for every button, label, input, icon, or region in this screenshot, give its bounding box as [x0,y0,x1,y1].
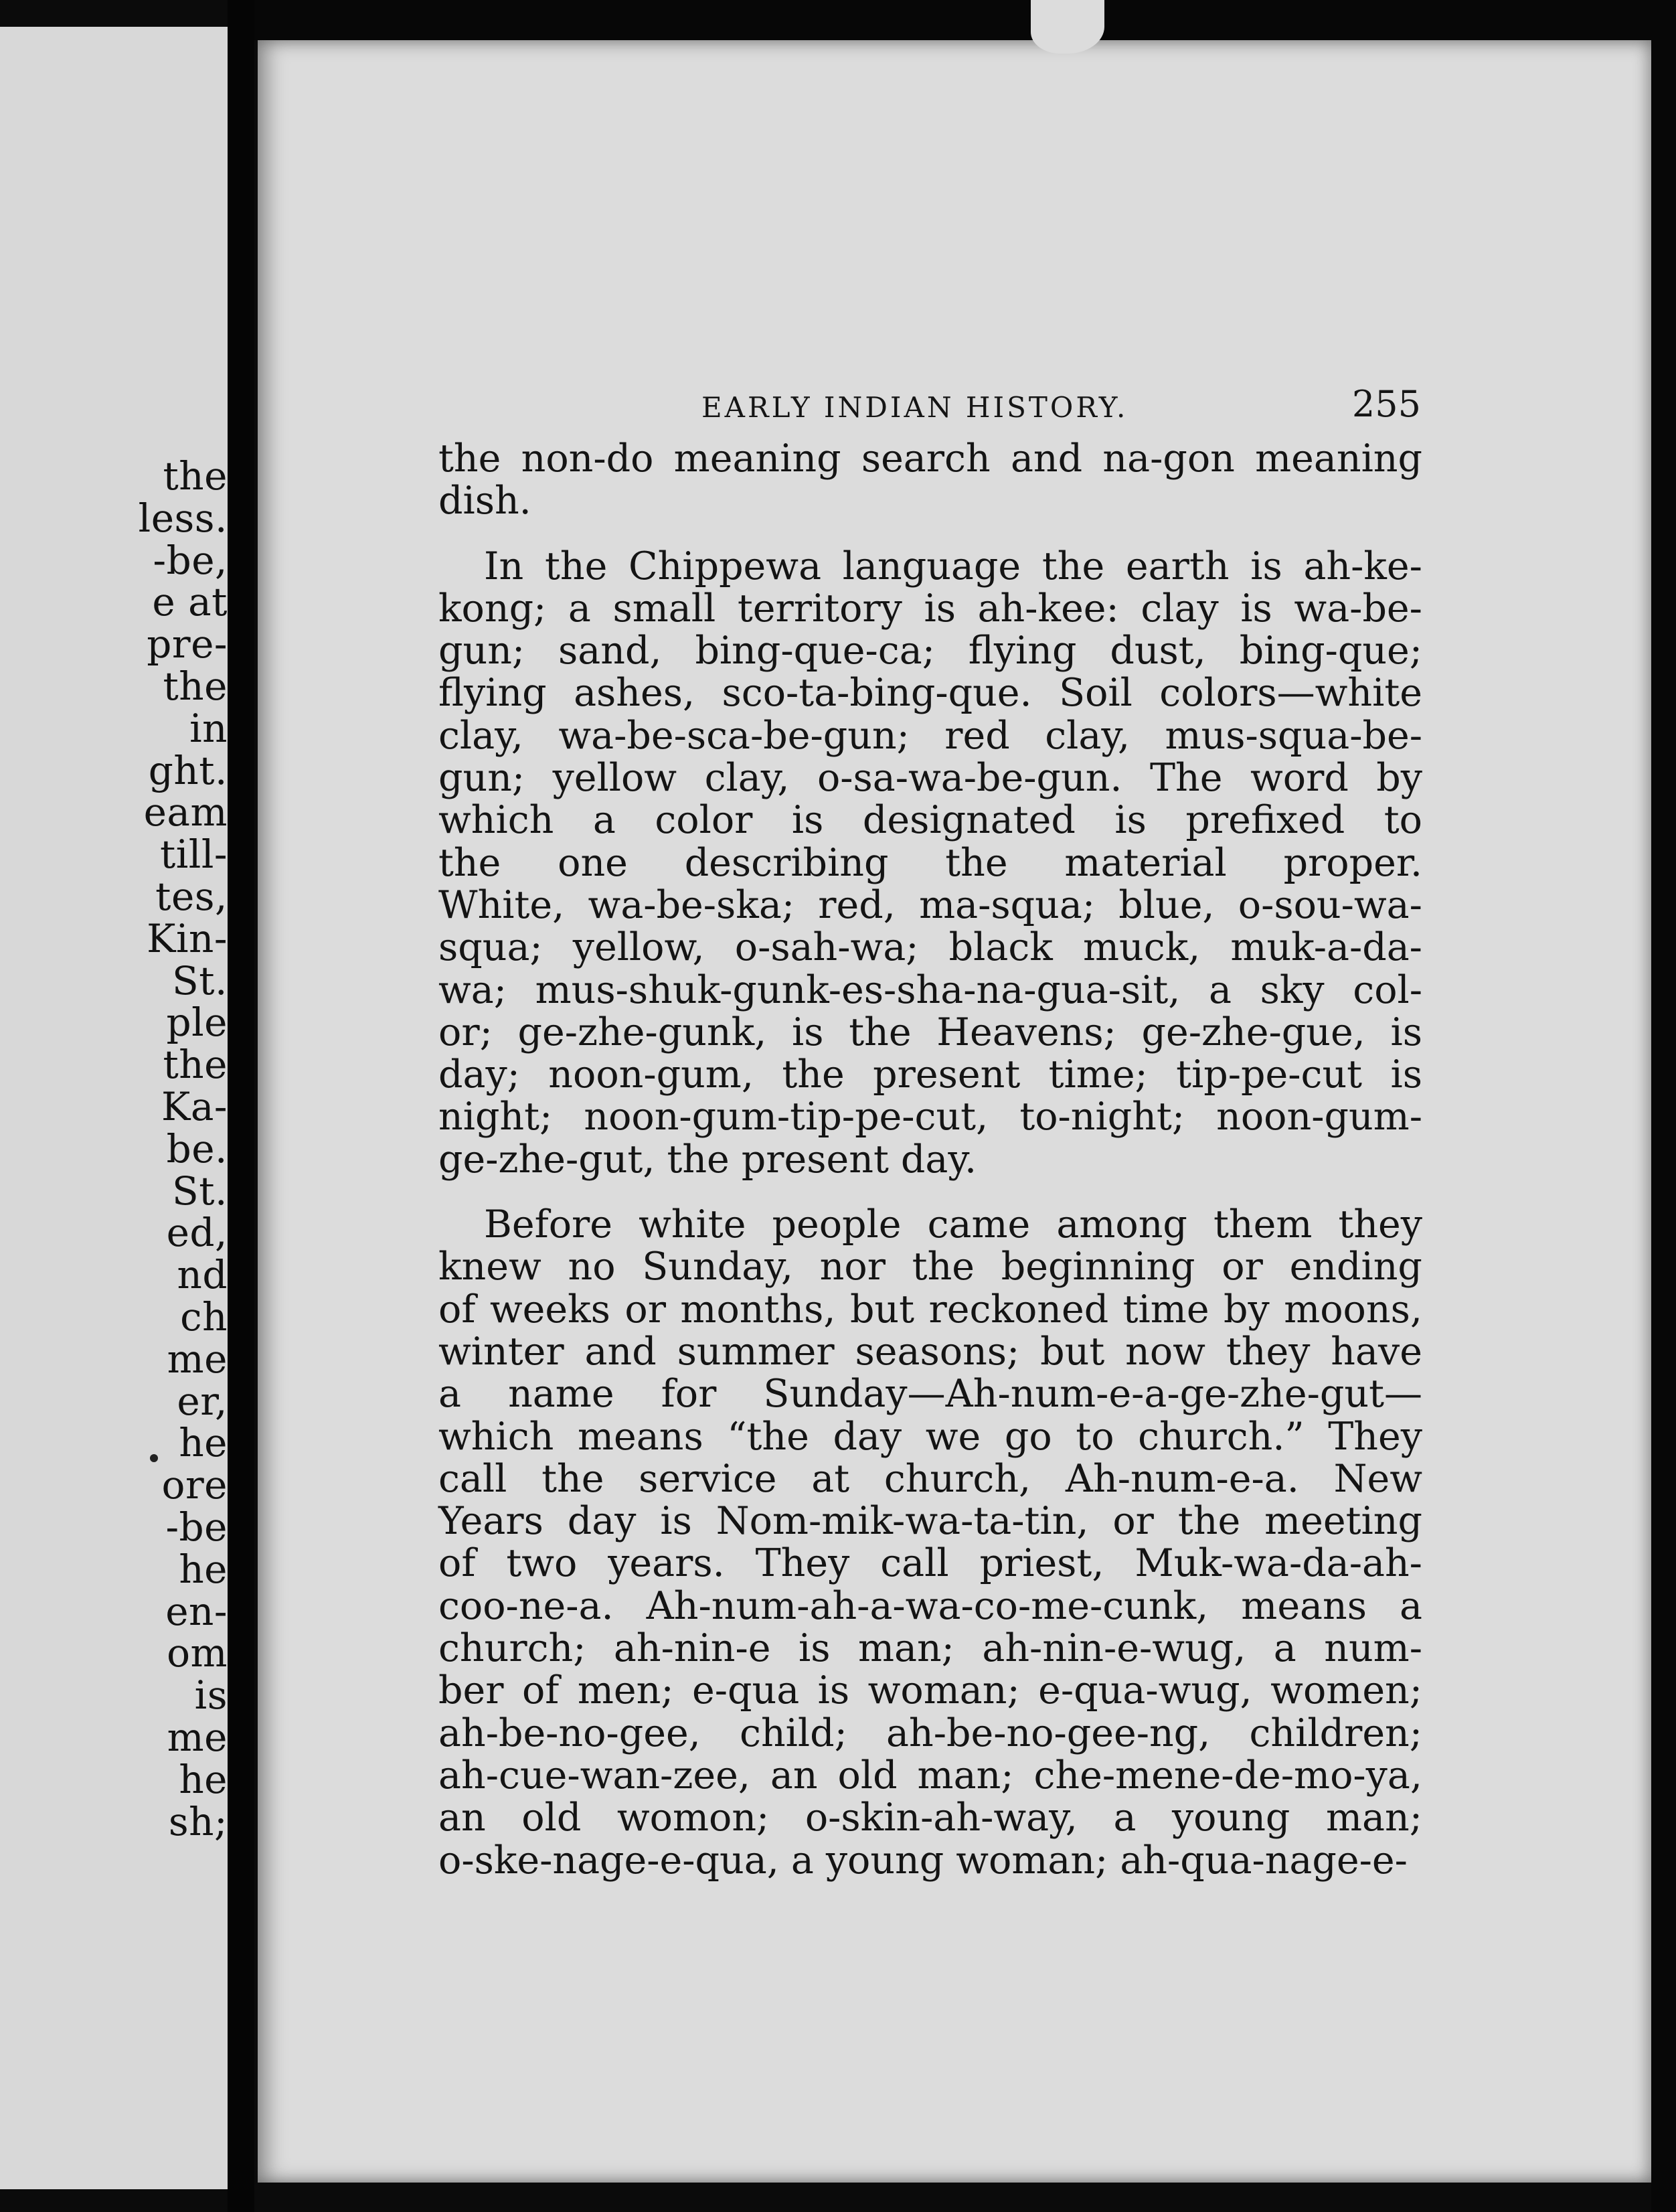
text-line [438,1012,1422,1054]
word: noon-gum-tip-pe-cut, [584,1095,989,1139]
left-page-line: ed, [166,1210,228,1256]
word: Sunday—Ah-num-e-a-ge-zhe-gut— [763,1372,1422,1417]
word: word [1250,756,1349,801]
word: search [861,437,991,481]
word: ah-be-no-gee-ng, [886,1711,1211,1755]
left-page-line: nd [177,1252,228,1298]
word: or [1222,1245,1263,1289]
word: an [438,1796,486,1840]
word: flying [968,629,1077,674]
word: at [811,1456,850,1501]
word: mus-squa-be- [1165,713,1422,758]
word: ah-be-no-gee, [438,1711,701,1755]
word: territory [737,586,902,631]
word: old [521,1796,582,1840]
text-line [438,1500,1422,1543]
word: Chippewa [628,544,822,588]
word: They [755,1541,850,1586]
word: The [1150,756,1223,801]
left-page-line: in [189,705,228,751]
word: gun; [438,629,525,674]
word: a [438,1372,461,1417]
word: ah-kee: [977,586,1119,631]
word: church; [438,1626,586,1671]
word: blue, [1118,882,1215,927]
word: man; [917,1753,1014,1798]
text-line [438,1373,1422,1415]
book-gutter [228,0,254,2212]
left-page-line: he [179,1756,228,1802]
word: sky [1260,967,1325,1012]
word: is [1240,586,1272,631]
word: bing-que; [1239,629,1422,674]
word: seasons; [855,1329,1020,1374]
left-page-line: ore [161,1462,228,1508]
left-page-line: eam [143,789,228,836]
word: Ah-num-ah-a-wa-co-me-cunk, [646,1583,1209,1628]
left-page-line: St. [172,1168,228,1214]
word: clay, [1045,713,1130,758]
text-line [438,480,1422,522]
word: weeks [489,1287,610,1332]
left-page [0,27,228,2189]
word: Soil [1059,671,1133,716]
word: e-qua-wug, [1038,1668,1252,1713]
word: name [508,1372,614,1417]
word: che-mene-de-mo-ya, [1033,1753,1422,1798]
word: nor [819,1245,886,1289]
word: day; [438,1052,520,1097]
word: o-sa-wa-be-gun. [817,756,1122,801]
word: They [1328,1414,1422,1459]
word: the [544,544,608,588]
word: by [1376,756,1422,801]
word: clay [1141,586,1219,631]
word: the [782,1052,845,1097]
text-line [438,588,1422,630]
word: a [592,798,616,843]
word: beginning [1001,1245,1195,1289]
word: two [506,1541,578,1586]
word: but [849,1287,915,1332]
word: winter [438,1329,564,1374]
word: muck, [1082,925,1201,970]
text-line [438,842,1422,884]
word: means [1241,1583,1367,1628]
left-page-line: me [167,1714,228,1760]
word: the [912,1245,975,1289]
text-line [438,1543,1422,1585]
word: present [873,1052,1021,1097]
word: is [660,1499,692,1544]
scan-border-right [1651,0,1676,2212]
word: or [624,1287,666,1332]
left-page-line: be. [166,1125,228,1172]
word: young [1171,1796,1290,1840]
word: years. [608,1541,725,1586]
text-line [438,546,1422,588]
word: sand, [558,629,662,674]
word: na-gon [1102,437,1235,481]
left-page-line: -be [165,1504,228,1550]
text-line [438,927,1422,969]
word: a [568,586,591,631]
word: an [770,1753,818,1798]
word: of [438,1541,476,1586]
word: ashes, [574,671,695,716]
word: gun; [438,756,525,801]
word: proper. [1283,840,1422,885]
word: ge-zhe-gunk, [517,1010,767,1054]
text-line [438,1139,1422,1181]
word: White, [438,882,565,927]
word: colors—white [1159,671,1422,716]
word: noon-gum- [1216,1095,1422,1139]
left-page-line: he [179,1420,228,1466]
word: o-sah-wa; [734,925,919,970]
word: clay, [438,713,523,758]
word: ah-cue-wan-zee, [438,1753,750,1798]
word: moons, [1284,1287,1422,1332]
running-head [701,383,1428,430]
word: white [639,1202,746,1247]
word: for [661,1372,717,1417]
word: wa; [438,967,507,1012]
word: is [924,586,956,631]
left-page-line: e at [152,579,228,625]
left-page-line: till- [159,832,228,878]
word: day [833,1414,902,1459]
text-line [438,1797,1422,1839]
word: now [1125,1329,1205,1374]
text-line [438,884,1422,927]
left-page-line: the [163,663,228,709]
word: Muk-wa-da-ah- [1135,1541,1422,1586]
left-page-line: -be, [153,537,228,583]
word: by [1224,1287,1270,1332]
word: a [1113,1796,1137,1840]
word: meaning [673,437,841,481]
word: church, [884,1456,1031,1501]
word: o-sou-wa- [1238,882,1422,927]
word: women; [1270,1668,1422,1713]
word: meeting [1264,1499,1422,1544]
word: we [925,1414,981,1459]
paragraph [438,438,1422,523]
word: small [612,586,716,631]
word: children; [1249,1711,1422,1755]
word: Years [438,1499,543,1544]
left-page-line: the [163,1042,228,1088]
page-body [438,438,1422,1882]
text-line [438,1670,1422,1712]
text-line [438,1628,1422,1670]
left-page-line: St. [172,957,228,1004]
left-page-line: pre- [147,621,228,667]
word: day. [900,1137,977,1182]
left-page-line: ch [180,1293,228,1340]
word: “the [727,1414,809,1459]
word: day [567,1499,637,1544]
word: muk-a-da- [1230,925,1422,970]
word: prefixed [1185,798,1345,843]
paragraph [438,546,1422,1181]
word: Ah-num-e-a. [1065,1456,1299,1501]
left-page-line: Kin- [147,915,228,961]
word: the [667,1137,730,1182]
word: ma-squa; [919,882,1096,927]
word: dust, [1110,629,1206,674]
word: one [558,840,628,885]
word: is [1390,1010,1422,1054]
text-line [438,715,1422,757]
word: and [584,1329,657,1374]
word: young [825,1838,944,1883]
left-page-line: Ka- [161,1083,228,1129]
word: ah-nin-e [613,1626,771,1671]
word: came [927,1202,1031,1247]
word: or [1112,1499,1154,1544]
word: color [655,798,753,843]
text-line [438,799,1422,842]
word: is [798,1626,831,1671]
word: months, [680,1287,836,1332]
word: they [1338,1202,1422,1247]
word: noon-gum, [548,1052,754,1097]
word: New [1333,1456,1422,1501]
left-page-line: sh; [168,1798,228,1844]
word: womon; [616,1796,770,1840]
text-line [438,1204,1422,1246]
word: go [1004,1414,1052,1459]
word: squa; [438,925,543,970]
word: have [1331,1329,1422,1374]
word: knew [438,1245,541,1289]
word: the [849,1010,912,1054]
word: means [577,1414,703,1459]
text-line [438,1585,1422,1628]
left-page-line: less. [138,495,228,541]
word: wa-be- [1294,586,1422,631]
word: but [1040,1329,1105,1374]
word: of [438,1287,476,1332]
word: to [1076,1414,1114,1459]
word: Heavens; [936,1010,1116,1054]
left-page-line: tes, [155,873,228,919]
text-line [438,1246,1422,1288]
left-page-line: the [163,453,228,499]
word: wa-be-ska; [588,882,795,927]
word: o-ske-nage-e-qua, [438,1838,779,1883]
word: ending [1289,1245,1422,1289]
word: Before [484,1202,613,1247]
word: the [945,840,1008,885]
word: material [1064,840,1227,885]
word: ah-ke- [1303,544,1422,588]
word: bing-que-ca; [695,629,935,674]
word: man; [857,1626,954,1671]
word: is [817,1668,850,1713]
word: describing [684,840,889,885]
word: a [790,1838,814,1883]
word: kong; [438,586,547,631]
word: the [1041,544,1105,588]
text-line [438,969,1422,1012]
text-line [438,1054,1422,1096]
left-page-line: en- [165,1588,228,1634]
word: reckoned [928,1287,1109,1332]
word: wa-be-sca-be-gun; [558,713,910,758]
word: non-do [521,437,654,481]
word: of [521,1668,560,1713]
left-page-line: me [167,1336,228,1382]
word: Nom-mik-wa-ta-tin, [716,1499,1089,1544]
word: or; [438,1010,493,1054]
word: a [1209,967,1232,1012]
word: e-qua [692,1668,800,1713]
word: flying [438,671,547,716]
word: is [1114,798,1147,843]
word: Sunday, [642,1245,793,1289]
left-page-line: he [179,1546,228,1592]
left-page-line: ple [166,1000,228,1046]
word: ge-zhe-gut, [438,1137,655,1182]
word: language [842,544,1021,588]
word: the [1177,1499,1241,1544]
word: old [837,1753,898,1798]
word: meaning [1255,437,1422,481]
paragraph-gap [438,523,1422,546]
word: yellow [552,756,677,801]
word: col- [1353,967,1422,1012]
word: num- [1324,1626,1422,1671]
text-line [438,438,1422,480]
word: is [791,798,824,843]
word: the [438,437,501,481]
word: ber [438,1668,504,1713]
word: and [1010,437,1083,481]
word: church.” [1138,1414,1305,1459]
word: is [792,1010,824,1054]
word: time; [1048,1052,1148,1097]
word: to [1384,798,1422,843]
word: In [484,544,524,588]
word: call [880,1541,949,1586]
word: child; [740,1711,847,1755]
word: a [1400,1583,1422,1628]
word: ah-qua-nage-e- [1120,1838,1408,1883]
word: night; [438,1095,553,1139]
left-page-line: ght. [148,747,228,793]
paragraph [438,1204,1422,1882]
word: red [944,713,1010,758]
word: to-night; [1019,1095,1185,1139]
word: the [541,1456,604,1501]
word: o-skin-ah-way, [805,1796,1078,1840]
word: present [741,1137,889,1182]
word: woman; [956,1838,1108,1883]
word: sco-ta-bing-que. [722,671,1032,716]
word: ge-zhe-gue, [1141,1010,1365,1054]
word: mus-shuk-gunk-es-sha-na-gua-sit, [535,967,1181,1012]
word: the [438,840,501,885]
word: service [639,1456,777,1501]
word: designated [862,798,1076,843]
text-line [438,1416,1422,1458]
ink-spot [150,1454,158,1462]
word: among [1056,1202,1187,1247]
left-page-line: er, [177,1378,228,1424]
page-tear [1031,0,1104,54]
word: summer [677,1329,835,1374]
word: man; [1325,1796,1422,1840]
word: black [948,925,1053,970]
word: which [438,798,554,843]
page-number: 255 [1351,383,1421,425]
word: men; [577,1668,674,1713]
word: people [772,1202,902,1247]
word: coo-ne-a. [438,1583,614,1628]
text-line [438,1096,1422,1138]
word: a [1273,1626,1296,1671]
word: ah-nin-e-wug, [982,1626,1246,1671]
word: tip-pe-cut [1176,1052,1363,1097]
left-page-line: om [167,1630,228,1676]
word: dish. [438,479,531,524]
word: red, [818,882,896,927]
left-page-line: is [194,1672,228,1719]
word: woman; [867,1668,1020,1713]
word: clay, [704,756,790,801]
word: they [1226,1329,1311,1374]
word: time [1122,1287,1209,1332]
text-line [438,1289,1422,1331]
text-line [438,1840,1422,1882]
word: them [1213,1202,1313,1247]
word: which [438,1414,554,1459]
text-line [438,1458,1422,1500]
text-line [438,672,1422,714]
paragraph-gap [438,1181,1422,1204]
word: earth [1125,544,1230,588]
word: is [1390,1052,1422,1097]
word: yellow, [572,925,705,970]
text-line [438,1331,1422,1373]
word: call [438,1456,507,1501]
word: is [1250,544,1282,588]
text-line [438,1755,1422,1797]
running-title: EARLY INDIAN HISTORY. [701,391,1128,424]
word: no [568,1245,616,1289]
text-line [438,630,1422,672]
scan-border-top [254,0,1676,40]
text-line [438,1713,1422,1755]
text-line [438,757,1422,799]
word: priest, [979,1541,1104,1586]
left-page-text [27,455,228,1842]
